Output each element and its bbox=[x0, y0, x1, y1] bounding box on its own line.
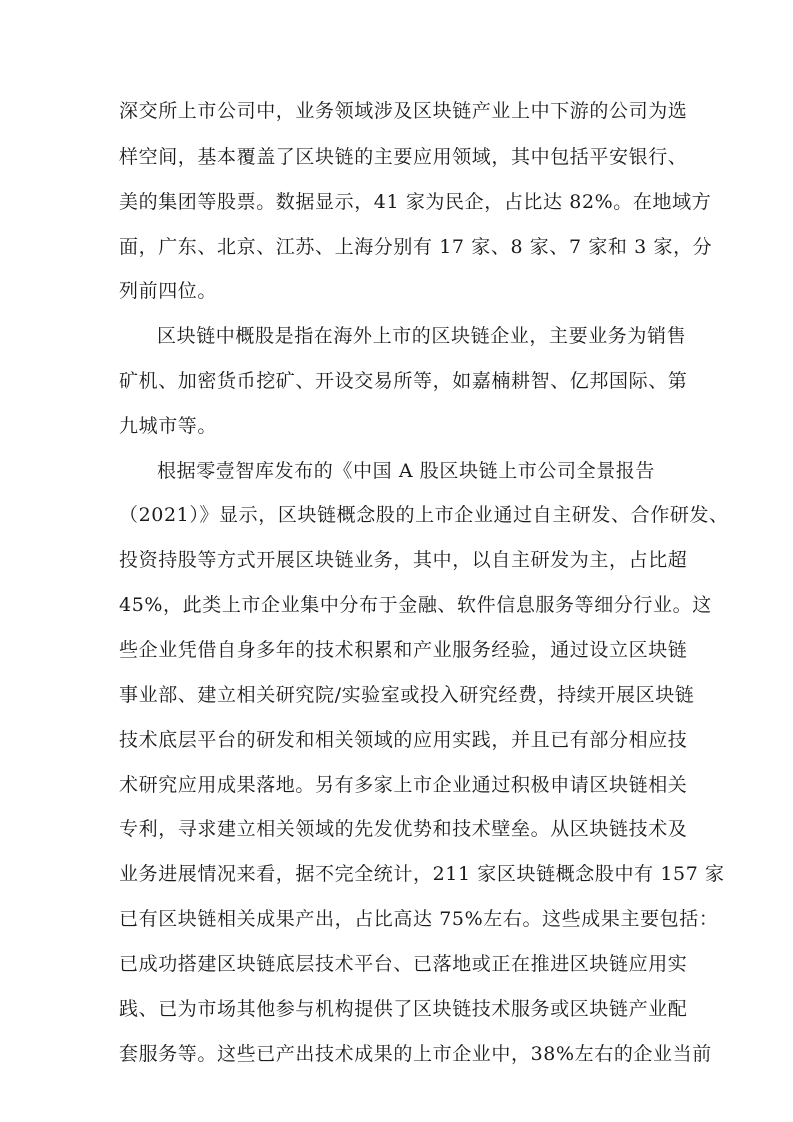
text-line: 术研究应用成果落地。另有多家上市企业通过积极申请区块链相关 bbox=[119, 774, 688, 796]
text-line: 践、已为市场其他参与机构提供了区块链技术服务或区块链产业配 bbox=[119, 998, 688, 1020]
text-line: 样空间，基本覆盖了区块链的主要应用领域，其中包括平安银行、 bbox=[119, 146, 688, 168]
text-line: 技术底层平台的研发和相关领域的应用实践，并且已有部分相应技 bbox=[119, 729, 688, 751]
text-line: 业务进展情况来看，据不完全统计，211 家区块链概念股中有 157 家 bbox=[119, 863, 725, 885]
text-line: 面，广东、北京、江苏、上海分别有 17 家、8 家、7 家和 3 家，分 bbox=[119, 236, 713, 258]
text-line: 45%，此类上市企业集中分布于金融、软件信息服务等细分行业。这 bbox=[119, 594, 712, 616]
text-line: 根据零壹智库发布的《中国 A 股区块链上市公司全景报告 bbox=[157, 460, 656, 482]
text-line: 已有区块链相关成果产出，占比高达 75%左右。这些成果主要包括： bbox=[119, 908, 719, 930]
text-line: 事业部、建立相关研究院/实验室或投入研究经费，持续开展区块链 bbox=[119, 684, 695, 706]
text-line: 专利，寻求建立相关领域的先发优势和技术壁垒。从区块链技术及 bbox=[119, 818, 688, 840]
text-line: 区块链中概股是指在海外上市的区块链企业，主要业务为销售 bbox=[157, 325, 687, 347]
text-line: 套服务等。这些已产出技术成果的上市企业中，38%左右的企业当前 bbox=[119, 1043, 712, 1065]
text-line: 些企业凭借自身多年的技术积累和产业服务经验，通过设立区块链 bbox=[119, 639, 688, 661]
text-line: 矿机、加密货币挖矿、开设交易所等，如嘉楠耕智、亿邦国际、第 bbox=[119, 370, 688, 392]
text-line: 已成功搭建区块链底层技术平台、已落地或正在推进区块链应用实 bbox=[119, 953, 688, 975]
text-line: 美的集团等股票。数据显示，41 家为民企，占比达 82%。在地域方 bbox=[119, 191, 712, 213]
text-line: 列前四位。 bbox=[119, 280, 218, 302]
text-line: 九城市等。 bbox=[119, 415, 218, 437]
text-line: 投资持股等方式开展区块链业务，其中，以自主研发为主，占比超 bbox=[119, 549, 688, 571]
text-line: 深交所上市公司中，业务领域涉及区块链产业上中下游的公司为选 bbox=[119, 100, 688, 122]
text-line: （2021）》显示，区块链概念股的上市企业通过自主研发、合作研发、 bbox=[119, 504, 729, 526]
